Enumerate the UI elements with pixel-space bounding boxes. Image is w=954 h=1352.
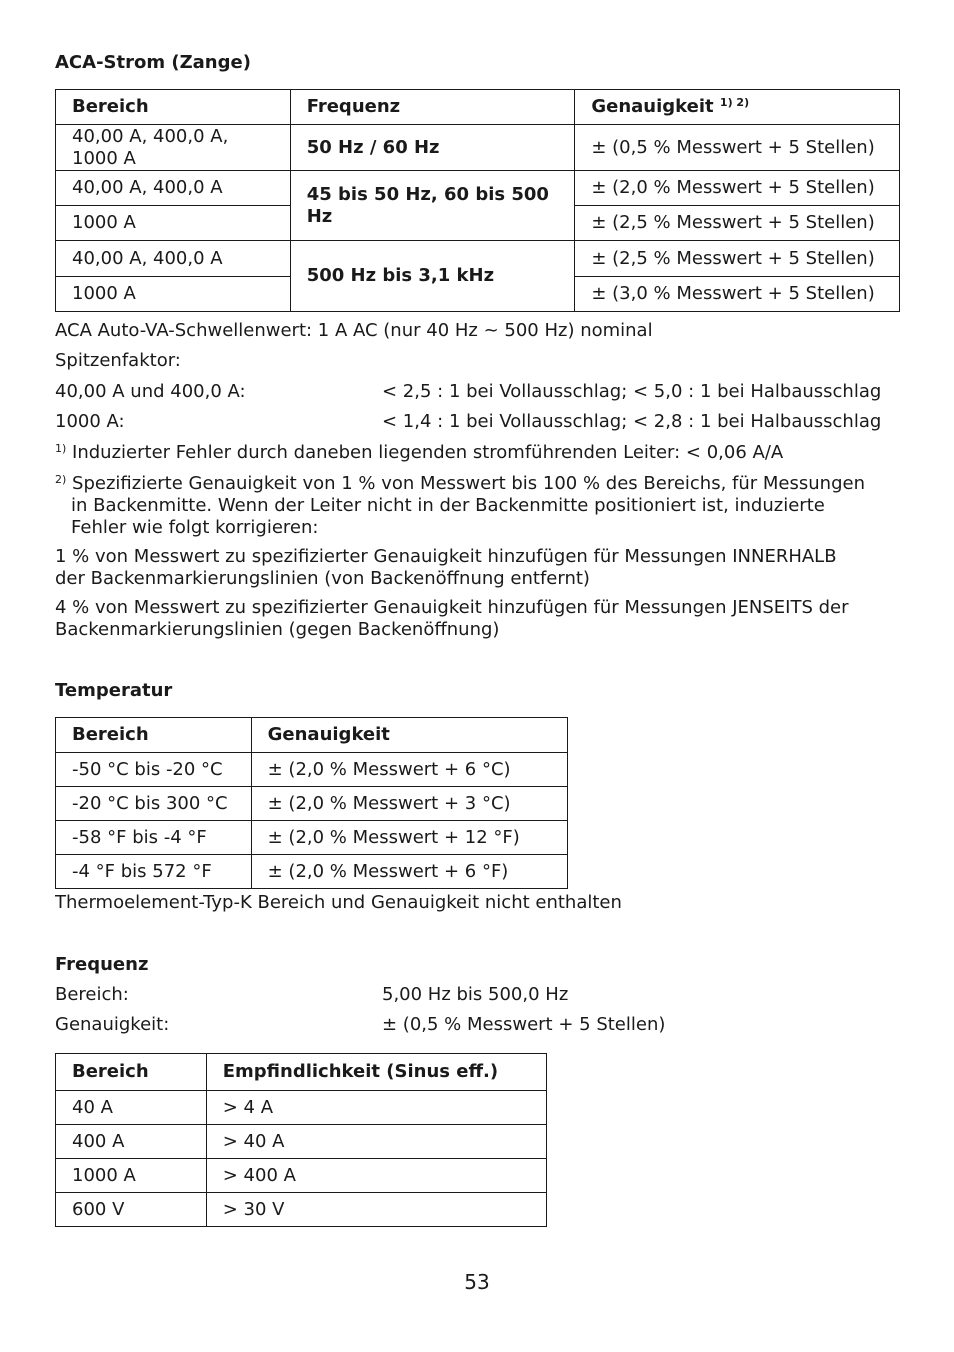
- freq-acc-label: Genauigkeit:: [55, 1014, 170, 1035]
- cell-genauigkeit: ± (2,5 % Messwert + 5 Stellen): [575, 206, 900, 241]
- cell-bereich: 1000 A: [56, 277, 291, 312]
- cell-genauigkeit: ± (2,0 % Messwert + 6 °C): [251, 753, 567, 787]
- aca-threshold: ACA Auto-VA-Schwellenwert: 1 A AC (nur 40 Hz ~ 500 Hz) nominal: [55, 320, 653, 341]
- header-bereich: Bereich: [56, 1054, 207, 1091]
- cell-genauigkeit: ± (3,0 % Messwert + 5 Stellen): [575, 277, 900, 312]
- cell-frequenz: 500 Hz bis 3,1 kHz: [290, 241, 575, 312]
- cell-genauigkeit: ± (0,5 % Messwert + 5 Stellen): [575, 125, 900, 171]
- cell-bereich: -50 °C bis -20 °C: [56, 753, 252, 787]
- footnote-mark: 2): [55, 473, 67, 486]
- aca-table: [55, 89, 900, 312]
- crest-row-value: < 1,4 : 1 bei Vollausschlag; < 2,8 : 1 bei Halbausschlag: [382, 411, 882, 432]
- footnote-2-line: in Backenmitte. Wenn der Leiter nicht in der Backenmitte positioniert ist, induzierte: [71, 495, 825, 516]
- paragraph-line: der Backenmarkierungslinien (von Backenöffnung entfernt): [55, 568, 590, 589]
- header-empfindlichkeit: Empfindlichkeit (Sinus eff.): [206, 1054, 546, 1091]
- cell-bereich: -58 °F bis -4 °F: [56, 821, 252, 855]
- freq-title: Frequenz: [55, 954, 149, 975]
- table-row: [56, 821, 568, 855]
- cell-empf: > 4 A: [206, 1091, 546, 1125]
- cell-genauigkeit: ± (2,0 % Messwert + 5 Stellen): [575, 171, 900, 206]
- table-row: [56, 1125, 547, 1159]
- cell-bereich: 1000 A: [56, 1159, 207, 1193]
- cell-bereich: 400 A: [56, 1125, 207, 1159]
- table-row: [56, 1159, 547, 1193]
- header-genauigkeit: Genauigkeit: [251, 718, 567, 753]
- header-bereich: Bereich: [56, 718, 252, 753]
- temp-note: Thermoelement-Typ-K Bereich und Genauigkeit nicht enthalten: [55, 892, 622, 913]
- footnote-1: $^{1)}$ Induzierter Fehler durch daneben liegenden stromführenden Leiter: < 0,06 A/A: [55, 442, 784, 463]
- paragraph-line: Backenmarkierungslinien (gegen Backenöffnung): [55, 619, 500, 640]
- crest-label: Spitzenfaktor:: [55, 350, 181, 371]
- table-row: [56, 753, 568, 787]
- aca-title: ACA-Strom (Zange): [55, 52, 251, 73]
- paragraph-line: 4 % von Messwert zu spezifizierter Genauigkeit hinzufügen für Messungen JENSEITS der: [55, 597, 849, 618]
- crest-row-label: 1000 A:: [55, 411, 125, 432]
- table-row: [56, 855, 568, 889]
- cell-bereich: 1000 A: [56, 206, 291, 241]
- freq-acc-value: ± (0,5 % Messwert + 5 Stellen): [382, 1014, 666, 1035]
- crest-row-label: 40,00 A und 400,0 A:: [55, 381, 246, 402]
- cell-bereich: -20 °C bis 300 °C: [56, 787, 252, 821]
- cell-genauigkeit: ± (2,5 % Messwert + 5 Stellen): [575, 241, 900, 277]
- footnote-ref: 1) 2): [719, 96, 750, 109]
- footnote-2-line: Fehler wie folgt korrigieren:: [71, 517, 319, 538]
- cell-bereich: 600 V: [56, 1193, 207, 1227]
- table-row: [56, 1091, 547, 1125]
- cell-bereich: 40,00 A, 400,0 A, 1000 A: [56, 125, 291, 171]
- table-header-row: [56, 1054, 547, 1091]
- table-row: [56, 787, 568, 821]
- temp-table: [55, 717, 568, 889]
- freq-table: [55, 1053, 547, 1227]
- cell-genauigkeit: ± (2,0 % Messwert + 6 °F): [251, 855, 567, 889]
- cell-bereich: 40,00 A, 400,0 A: [56, 171, 291, 206]
- footnote-mark: 1): [55, 442, 67, 455]
- cell-frequenz: 50 Hz / 60 Hz: [290, 125, 575, 171]
- cell-empf: > 40 A: [206, 1125, 546, 1159]
- table-row: [56, 1193, 547, 1227]
- header-frequenz: Frequenz: [290, 90, 575, 125]
- cell-genauigkeit: ± (2,0 % Messwert + 12 °F): [251, 821, 567, 855]
- header-bereich: Bereich: [56, 90, 291, 125]
- cell-bereich: 40,00 A, 400,0 A: [56, 241, 291, 277]
- cell-genauigkeit: ± (2,0 % Messwert + 3 °C): [251, 787, 567, 821]
- table-header-row: [56, 90, 900, 125]
- table-header-row: [56, 718, 568, 753]
- freq-range-value: 5,00 Hz bis 500,0 Hz: [382, 984, 569, 1005]
- footnote-2: $^{2)}$ Spezifizierte Genauigkeit von 1 % von Messwert bis 100 % des Bereichs, für Messungen: [55, 473, 865, 494]
- paragraph-line: 1 % von Messwert zu spezifizierter Genauigkeit hinzufügen für Messungen INNERHALB: [55, 546, 837, 567]
- table-row: [56, 125, 900, 171]
- cell-frequenz: 45 bis 50 Hz, 60 bis 500 Hz: [290, 171, 575, 241]
- temp-title: Temperatur: [55, 680, 173, 701]
- crest-row-value: < 2,5 : 1 bei Vollausschlag; < 5,0 : 1 bei Halbausschlag: [382, 381, 882, 402]
- table-row: [56, 241, 900, 277]
- cell-empf: > 400 A: [206, 1159, 546, 1193]
- header-genauigkeit: Genauigkeit $^{1) 2)}$: [575, 90, 900, 125]
- table-row: [56, 171, 900, 206]
- cell-bereich: -4 °F bis 572 °F: [56, 855, 252, 889]
- page-number: 53: [464, 1270, 490, 1294]
- cell-empf: > 30 V: [206, 1193, 546, 1227]
- freq-range-label: Bereich:: [55, 984, 129, 1005]
- cell-bereich: 40 A: [56, 1091, 207, 1125]
